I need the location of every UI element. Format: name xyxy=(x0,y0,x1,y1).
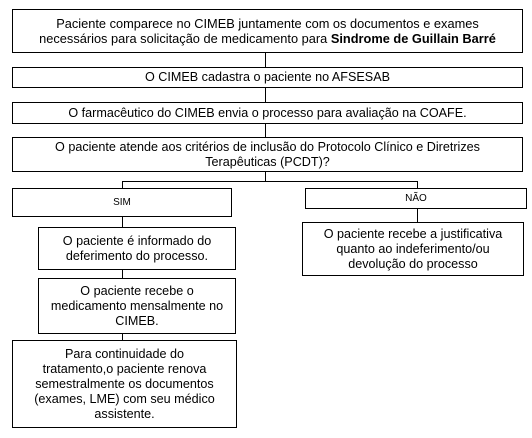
branch-no-label: NÃO xyxy=(405,193,427,204)
step-arrival-box xyxy=(12,9,523,53)
connector-b2-b3 xyxy=(265,88,266,102)
branch-yes-label: SIM xyxy=(113,197,131,208)
yes-informed-line2: deferimento do processo. xyxy=(65,248,209,263)
connector-branch-horizontal xyxy=(122,181,418,182)
yes-receives-line1: O paciente recebe o xyxy=(80,283,194,298)
no-justification-line3: devolução do processo xyxy=(348,256,478,271)
connector-b1-b2 xyxy=(265,53,266,67)
step-send-process-box xyxy=(12,102,523,124)
connector-to-sim xyxy=(122,181,123,188)
branch-yes-box xyxy=(12,188,232,217)
step-send-process-text: O farmacêutico do CIMEB envia o processo para avaliação na COAFE. xyxy=(68,105,467,120)
yes-renewal-line5: assistente. xyxy=(94,406,155,421)
yes-renewal-line1: Para continuidade do xyxy=(64,346,185,361)
disease-name: Sindrome de Guillain Barré xyxy=(330,31,496,46)
branch-no-box xyxy=(305,188,527,209)
step-arrival-line2 xyxy=(39,31,496,46)
yes-renewal-line4: (exames, LME) com seu médico xyxy=(34,391,215,406)
decision-criteria-box xyxy=(12,137,523,172)
step-arrival-line2-text: necessários para solicitação de medicamento para xyxy=(39,31,331,46)
connector-to-nao xyxy=(417,181,418,188)
decision-criteria-line2: Terapêuticas (PCDT)? xyxy=(205,154,330,169)
step-register-text: O CIMEB cadastra o paciente no AFSESAB xyxy=(145,70,390,84)
yes-renewal-line2: tratamento,o paciente renova xyxy=(42,361,207,376)
no-justification-line1: O paciente recebe a justificativa xyxy=(323,226,503,241)
yes-receives-medication-box xyxy=(38,278,236,334)
connector-nao-n1 xyxy=(417,209,418,222)
yes-informed-box xyxy=(38,227,236,270)
step-register-box xyxy=(12,67,523,88)
yes-renewal-line3: semestralmente os documentos xyxy=(35,376,214,391)
decision-criteria-line1: O paciente atende aos critérios de inclusão do Protocolo Clínico e Diretrizes xyxy=(55,139,480,154)
connector-s1-s2 xyxy=(122,270,123,278)
yes-receives-line3: CIMEB. xyxy=(115,313,159,328)
step-arrival-line1: Paciente comparece no CIMEB juntamente com os documentos e exames xyxy=(56,16,479,31)
connector-sim-s1 xyxy=(122,217,123,227)
connector-b4-branch xyxy=(265,172,266,181)
yes-renewal-box xyxy=(12,340,237,428)
no-justification-line2: quanto ao indeferimento/ou xyxy=(336,241,490,256)
yes-receives-line2: medicamento mensalmente no xyxy=(50,298,224,313)
no-justification-box xyxy=(302,222,524,276)
yes-informed-line1: O paciente é informado do xyxy=(62,233,212,248)
connector-b3-b4 xyxy=(265,124,266,137)
